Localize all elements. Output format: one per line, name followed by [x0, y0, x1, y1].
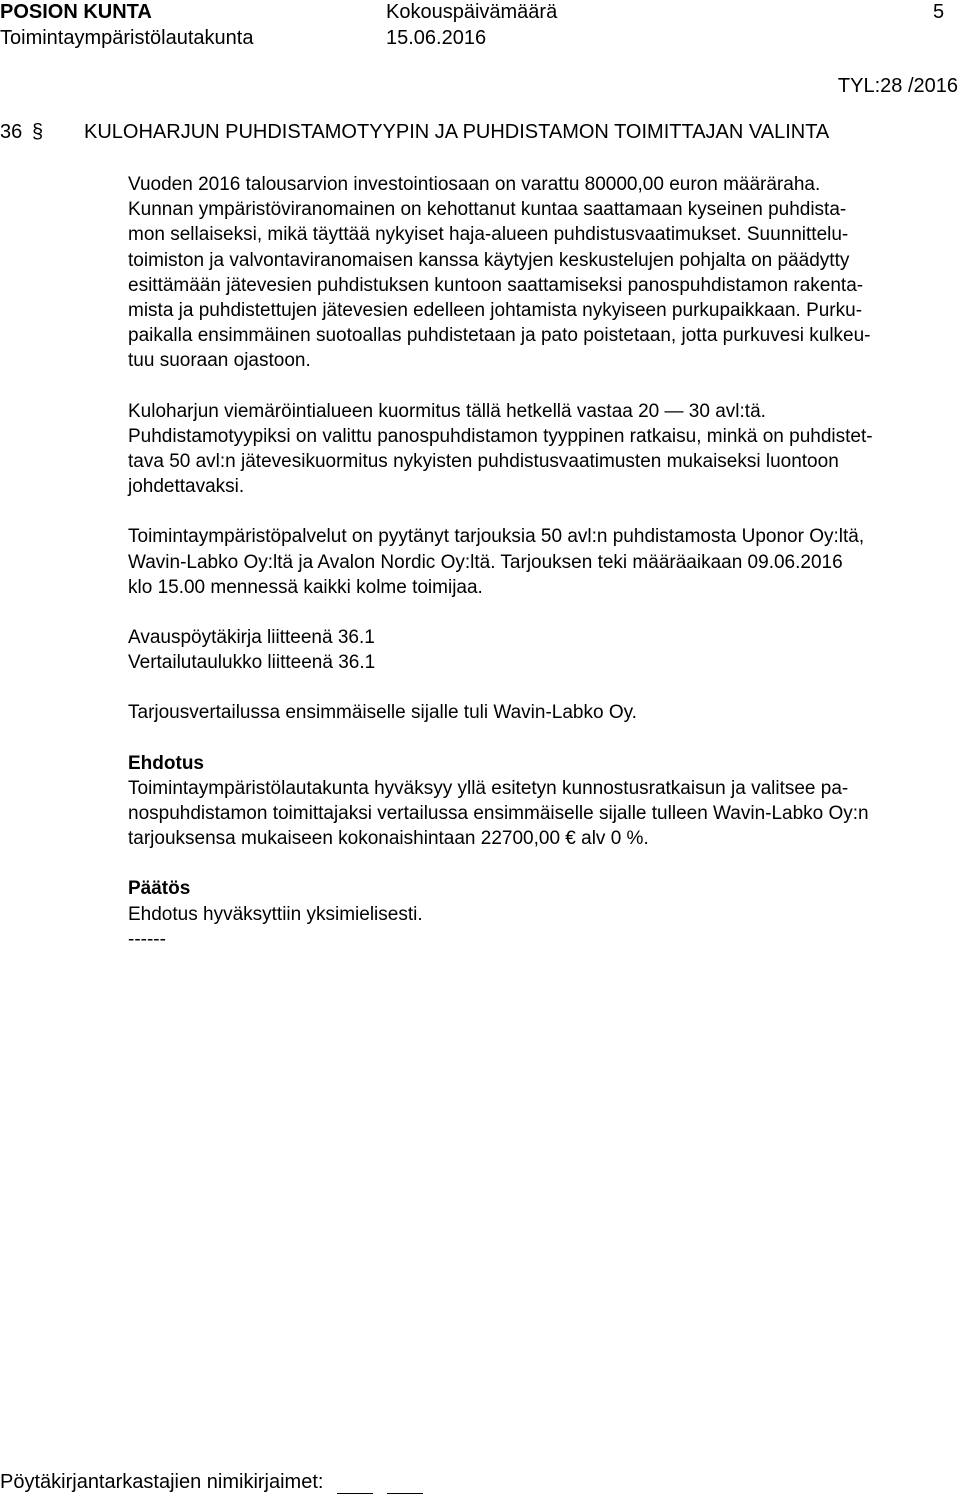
text-line: mon sellaiseksi, mikä täyttää nykyiset haja-alueen puhdistusvaatimukset. Suunnittelu- [128, 224, 849, 246]
text-line: toimiston ja valvontaviranomaisen kanssa käytyjen keskustelujen pohjalta on päädytty [128, 249, 850, 271]
text-line: esittämään jätevesien puhdistuksen kuntoon saattamiseksi panospuhdistamon rakenta- [128, 274, 864, 296]
text-line: Toimintaympäristölautakunta hyväksyy yllä esitetyn kunnostusratkaisun ja valitsee pa- [128, 777, 849, 799]
text-line: Tarjousvertailussa ensimmäiselle sijalle tuli Wavin-Labko Oy. [128, 702, 637, 724]
text-line: Vuoden 2016 talousarvion investointiosaan on varattu 80000,00 euron määräraha. [128, 174, 821, 195]
text-line: tarjouksensa mukaiseen kokonaishintaan 22700,00 € alv 0 %. [128, 828, 649, 850]
proposal-block [128, 751, 952, 852]
text-line: Kuloharjun viemäröintialueen kuormitus tällä hetkellä vastaa 20 — 30 avl:tä. [128, 400, 766, 422]
board-name: Toimintaympäristölautakunta [0, 27, 254, 49]
paragraph-load [128, 399, 952, 500]
paragraph-result [128, 700, 952, 725]
decision-heading: Päätös [128, 878, 191, 900]
paragraph-bids [128, 524, 952, 600]
paragraph-attachments [128, 625, 952, 675]
text-line: Wavin-Labko Oy:ltä ja Avalon Nordic Oy:ltä. Tarjouksen teki määräaikaan 09.06.2016 [128, 551, 843, 573]
text-line: mista ja puhdistettujen jätevesien edelleen johtamista nykyiseen purkupaikkaan. Purku- [128, 300, 863, 322]
text-line: nospuhdistamon toimittajaksi vertailussa ensimmäiselle sijalle tulleen Wavin-Labko Oy:n [128, 803, 869, 825]
decision-block [128, 876, 952, 952]
text-line: Ehdotus hyväksyttiin yksimielisesti. [128, 903, 423, 925]
text-line: Kunnan ympäristöviranomainen on kehottanut kuntaa saattamaan kyseinen puhdista- [128, 199, 847, 221]
initials-label: Pöytäkirjantarkastajien nimikirjaimet: [0, 1471, 324, 1493]
document-body [128, 172, 952, 952]
text-line: klo 15.00 mennessä kaikki kolme toimijaa. [128, 576, 483, 598]
text-line: paikalla ensimmäinen suotoallas puhdistetaan ja pato poistetaan, jotta purkuvesi kulkeu- [128, 325, 871, 347]
proposal-heading: Ehdotus [128, 752, 204, 774]
text-line: Toimintaympäristöpalvelut on pyytänyt tarjouksia 50 avl:n puhdistamosta Uponor Oy:ltä, [128, 526, 865, 548]
paragraph-budget [128, 172, 952, 374]
separator-line: ------ [128, 928, 166, 950]
meeting-date-label: Kokouspäivämäärä [386, 1, 558, 23]
footer [0, 1470, 423, 1494]
organization-name: POSION KUNTA [0, 1, 152, 23]
page-number: 5 [933, 1, 945, 23]
text-line: Puhdistamotyypiksi on valittu panospuhdistamon tyyppinen ratkaisu, minkä on puhdistet- [128, 425, 873, 447]
section-title: KULOHARJUN PUHDISTAMOTYYPIN JA PUHDISTAMON TOIMITTAJAN VALINTA [84, 121, 830, 143]
section-number: 36 [0, 121, 23, 143]
attachment-line: Avauspöytäkirja liitteenä 36.1 [128, 627, 375, 649]
text-line: tuu suoraan ojastoon. [128, 350, 311, 372]
initials-blank-1 [337, 1475, 373, 1494]
attachment-line: Vertailutaulukko liitteenä 36.1 [128, 652, 376, 674]
text-line: tava 50 avl:n jätevesikuormitus nykyisten puhdistusvaatimusten mukaiseksi luontoon [128, 451, 839, 473]
initials-blank-2 [387, 1475, 423, 1494]
section-sign: § [32, 121, 44, 143]
meeting-date-value: 15.06.2016 [386, 27, 487, 49]
text-line: johdettavaksi. [128, 476, 245, 498]
document-reference: TYL:28 /2016 [837, 75, 958, 97]
